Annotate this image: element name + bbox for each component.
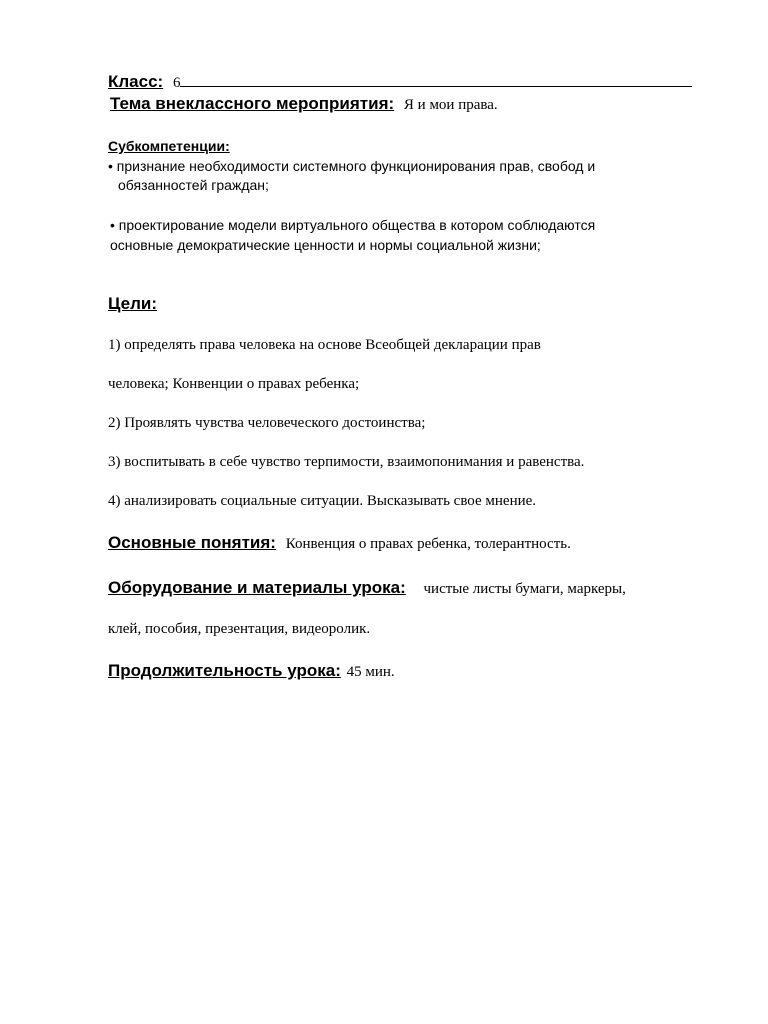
concepts-label: Основные понятия: (108, 533, 276, 552)
duration-row (108, 662, 395, 681)
subcompetencies-heading: Субкомпетенции: (108, 138, 230, 154)
topic-row (110, 95, 498, 114)
duration-label: Продолжительность урока: (108, 661, 341, 680)
topic-label: Тема внеклассного мероприятия: (110, 94, 395, 113)
class-fill-line (180, 72, 692, 87)
equipment-value-line-1: чистые листы бумаги, маркеры, (423, 581, 626, 597)
goal-item-4: 4) анализировать социальные ситуации. Высказывать свое мнение. (108, 493, 537, 509)
equipment-label: Оборудование и материалы урока: (108, 578, 406, 597)
goals-heading: Цели: (108, 294, 157, 313)
subcompetency-item-1-line-2: обязанностей граждан; (118, 177, 269, 193)
goal-item-3: 3) воспитывать в себе чувство терпимости, взаимопонимания и равенства. (108, 454, 585, 470)
class-value: 6 (172, 75, 181, 91)
equipment-row (108, 579, 626, 598)
topic-value: Я и мои права. (403, 97, 498, 113)
duration-value: 45 мин. (346, 664, 395, 680)
goal-item-1-line-2: человека; Конвенции о правах ребенка; (108, 376, 360, 392)
subcompetency-item-1-line-1: • признание необходимости системного функционирования прав, свобод и (108, 158, 596, 174)
class-label: Класс: (108, 72, 164, 91)
concepts-value: Конвенция о правах ребенка, толерантность. (285, 536, 571, 552)
concepts-row (108, 534, 571, 553)
subcompetency-item-2-line-2: основные демократические ценности и нормы социальной жизни; (110, 237, 541, 253)
subcompetency-item-2-line-1: • проектирование модели виртуального общества в котором соблюдаются (110, 217, 596, 233)
class-row (108, 72, 692, 92)
goal-item-2: 2) Проявлять чувства человеческого достоинства; (108, 415, 426, 431)
equipment-value-line-2: клей, пособия, презентация, видеоролик. (108, 621, 371, 637)
goal-item-1-line-1: 1) определять права человека на основе Всеобщей декларации прав (108, 337, 541, 353)
